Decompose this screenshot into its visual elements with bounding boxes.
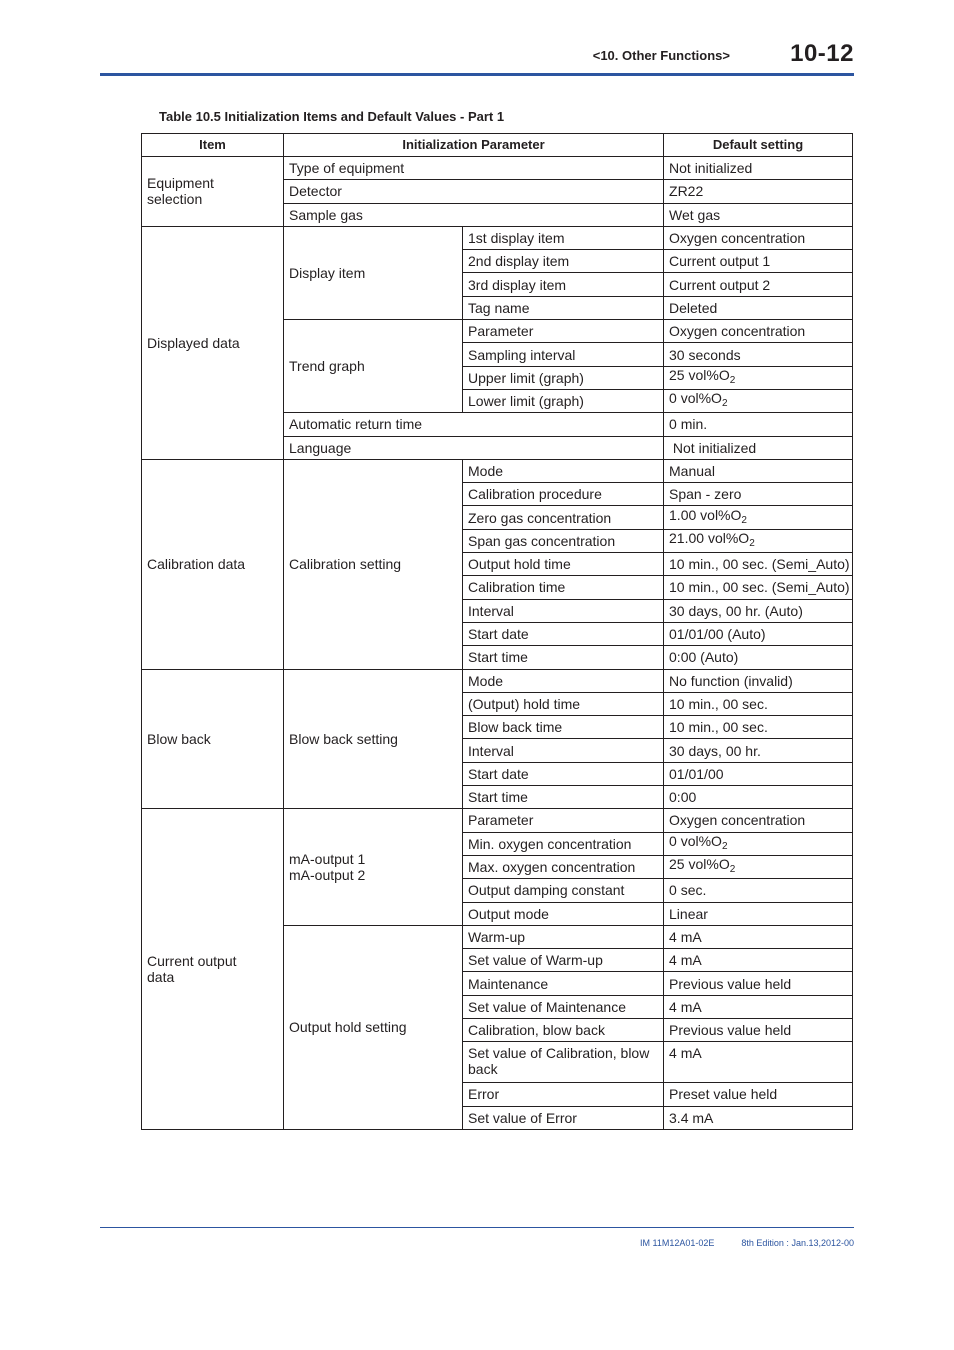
param-cell: Parameter: [463, 320, 664, 343]
param-cell: Tag name: [463, 296, 664, 319]
default-cell: Not initialized: [664, 436, 853, 459]
param-cell: Blow back time: [463, 716, 664, 739]
param-cell: Output hold time: [463, 553, 664, 576]
param-cell: Sampling interval: [463, 343, 664, 366]
param-cell: (Output) hold time: [463, 692, 664, 715]
param-cell: Set value of Maintenance: [463, 995, 664, 1018]
default-cell: 10 min., 00 sec.: [664, 716, 853, 739]
param-cell: Calibration, blow back: [463, 1018, 664, 1041]
default-cell: 10 min., 00 sec.: [664, 692, 853, 715]
sub-display-item: Display item: [284, 226, 463, 319]
default-cell: Preset value held: [664, 1083, 853, 1106]
initialization-table: [141, 133, 853, 1130]
param-cell: Start time: [463, 786, 664, 809]
item-equipment-selection: Equipment selection: [142, 157, 284, 227]
param-cell: Automatic return time: [284, 413, 664, 436]
header-rule: [100, 73, 854, 76]
footer-edition: 8th Edition : Jan.13,2012-00: [741, 1238, 854, 1248]
param-cell: 2nd display item: [463, 250, 664, 273]
param-cell: Detector: [284, 180, 664, 203]
param-cell: Lower limit (graph): [463, 389, 664, 412]
param-cell: Min. oxygen concentration: [463, 832, 664, 855]
param-cell: Type of equipment: [284, 157, 664, 180]
param-cell: Maintenance: [463, 972, 664, 995]
default-cell: Oxygen concentration: [664, 809, 853, 832]
sub-trend-graph: Trend graph: [284, 320, 463, 413]
default-cell: Current output 1: [664, 250, 853, 273]
param-cell: Error: [463, 1083, 664, 1106]
param-cell: Span gas concentration: [463, 529, 664, 552]
param-cell: Start time: [463, 646, 664, 669]
default-cell: Span - zero: [664, 483, 853, 506]
default-cell: Linear: [664, 902, 853, 925]
param-cell: Set value of Calibration, blow back: [463, 1042, 664, 1083]
param-cell: Warm-up: [463, 925, 664, 948]
table-caption: Table 10.5 Initialization Items and Default Values - Part 1: [159, 109, 505, 124]
section-title: <10. Other Functions>: [592, 48, 730, 63]
param-cell: Mode: [463, 669, 664, 692]
default-cell: 4 mA: [664, 1042, 853, 1083]
param-cell: Language: [284, 436, 664, 459]
default-cell: Manual: [664, 459, 853, 482]
default-cell: 4 mA: [664, 925, 853, 948]
default-cell: Not initialized: [664, 157, 853, 180]
default-cell: 10 min., 00 sec. (Semi_Auto): [664, 553, 853, 576]
default-cell: 0:00: [664, 786, 853, 809]
param-cell: 3rd display item: [463, 273, 664, 296]
default-cell: ZR22: [664, 180, 853, 203]
default-cell: 21.00 $vol\%O_2$: [664, 529, 853, 552]
default-cell: 25 $vol\%O_2$: [664, 366, 853, 389]
ma-output-2-label: mA-output 2: [289, 867, 366, 884]
param-cell: Calibration time: [463, 576, 664, 599]
footer-doc-id: IM 11M12A01-02E: [640, 1238, 715, 1248]
default-cell: 1.00 $vol\%O_2$: [664, 506, 853, 529]
default-cell: 25 $vol\%O_2$: [664, 855, 853, 878]
header-default: Default setting: [664, 134, 853, 157]
param-cell: Start date: [463, 762, 664, 785]
param-cell: Parameter: [463, 809, 664, 832]
sub-blow-back-setting: Blow back setting: [284, 669, 463, 809]
param-cell: Output damping constant: [463, 879, 664, 902]
default-cell: 0 sec.: [664, 879, 853, 902]
footer-rule: [100, 1227, 854, 1228]
param-cell: Sample gas: [284, 203, 664, 226]
default-cell: Deleted: [664, 296, 853, 319]
default-cell: 01/01/00 (Auto): [664, 622, 853, 645]
sub-output-hold-setting: Output hold setting: [284, 925, 463, 1129]
param-cell: Mode: [463, 459, 664, 482]
ma-output-1-label: mA-output 1: [289, 851, 366, 868]
default-cell: Oxygen concentration: [664, 320, 853, 343]
default-cell: 30 seconds: [664, 343, 853, 366]
default-cell: Current output 2: [664, 273, 853, 296]
param-cell: 1st display item: [463, 226, 664, 249]
default-cell: 0:00 (Auto): [664, 646, 853, 669]
default-cell: Oxygen concentration: [664, 226, 853, 249]
default-cell: 01/01/00: [664, 762, 853, 785]
default-cell: 0 min.: [664, 413, 853, 436]
default-cell: 3.4 mA: [664, 1106, 853, 1129]
default-cell: 4 mA: [664, 995, 853, 1018]
sub-calibration-setting: Calibration setting: [284, 459, 463, 669]
param-cell: Interval: [463, 599, 664, 622]
default-cell: 30 days, 00 hr.: [664, 739, 853, 762]
default-cell: 0 $vol\%O_2$: [664, 389, 853, 412]
param-cell: Set value of Warm-up: [463, 949, 664, 972]
param-cell: Interval: [463, 739, 664, 762]
param-cell: Upper limit (graph): [463, 366, 664, 389]
item-blow-back: Blow back: [142, 669, 284, 809]
default-cell: 4 mA: [664, 949, 853, 972]
page-number: 10-12: [790, 40, 854, 67]
param-cell: Max. oxygen concentration: [463, 855, 664, 878]
param-cell: Zero gas concentration: [463, 506, 664, 529]
item-current-output-data: Current output data: [142, 809, 284, 1130]
default-cell: Wet gas: [664, 203, 853, 226]
header-item: Item: [142, 134, 284, 157]
param-cell: Calibration procedure: [463, 483, 664, 506]
default-cell: 30 days, 00 hr. (Auto): [664, 599, 853, 622]
header-parameter: Initialization Parameter: [284, 134, 664, 157]
default-cell: Previous value held: [664, 972, 853, 995]
item-calibration-data: Calibration data: [142, 459, 284, 669]
sub-ma-output: [284, 809, 463, 925]
item-displayed-data: Displayed data: [142, 226, 284, 459]
default-cell: 0 $vol\%O_2$: [664, 832, 853, 855]
default-cell: 10 min., 00 sec. (Semi_Auto): [664, 576, 853, 599]
param-cell: Start date: [463, 622, 664, 645]
param-cell: Set value of Error: [463, 1106, 664, 1129]
default-cell: Previous value held: [664, 1018, 853, 1041]
default-cell: No function (invalid): [664, 669, 853, 692]
param-cell: Output mode: [463, 902, 664, 925]
